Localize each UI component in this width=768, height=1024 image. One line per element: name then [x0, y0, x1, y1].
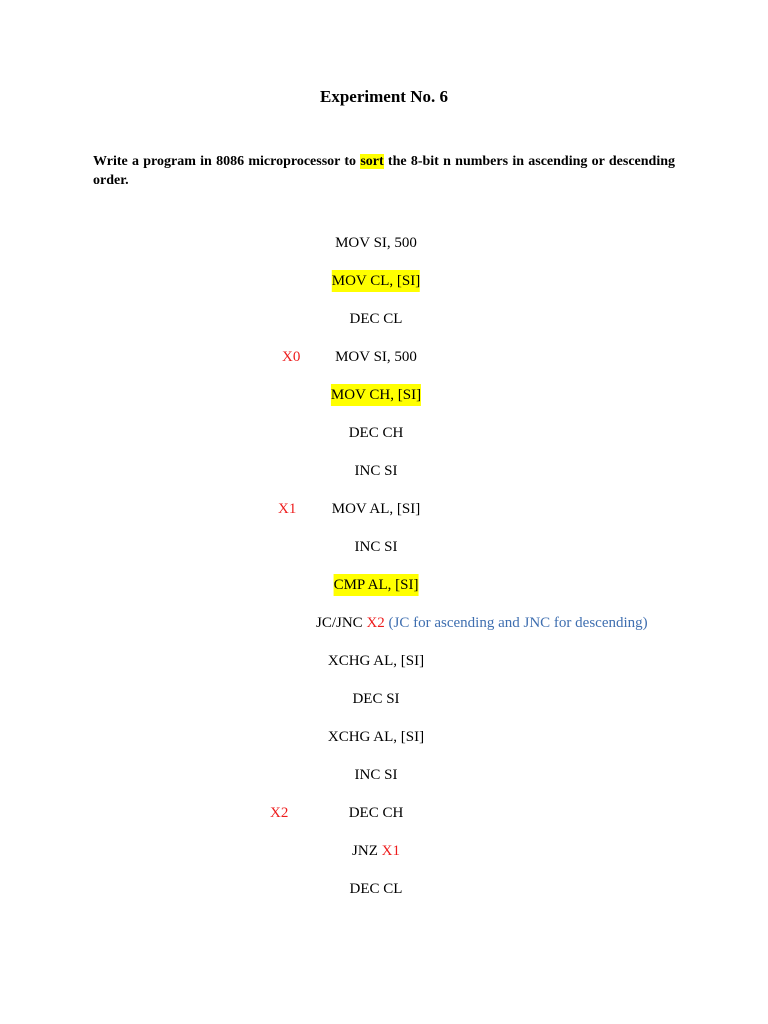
jump-target: X2	[366, 615, 385, 631]
loop-label: X2	[270, 805, 289, 821]
instruction-with-note	[316, 612, 648, 634]
instruction-with-target	[352, 840, 400, 862]
code-line	[0, 612, 768, 634]
problem-statement	[93, 152, 675, 190]
code-line	[0, 802, 768, 824]
instruction-highlighted: CMP AL, [SI]	[334, 574, 419, 596]
code-line	[0, 422, 768, 444]
instruction: INC SI	[354, 767, 398, 783]
instruction: DEC CH	[348, 425, 404, 441]
instruction-highlighted: MOV CL, [SI]	[332, 270, 420, 292]
instruction: DEC CH	[348, 805, 404, 821]
instruction: XCHG AL, [SI]	[327, 729, 425, 745]
code-line	[0, 726, 768, 748]
instruction: DEC CL	[349, 311, 403, 327]
instruction-text: JNZ	[352, 843, 382, 859]
instruction: INC SI	[354, 539, 398, 555]
statement-text-start: Write a program in 8086 microprocessor to	[93, 154, 361, 169]
code-line	[0, 764, 768, 786]
page-title: Experiment No. 6	[320, 87, 448, 106]
highlighted-word: sort	[360, 154, 384, 169]
statement-text-end: the 8-bit n numbers in ascending or descending order.	[93, 154, 675, 188]
code-line	[0, 498, 768, 520]
instruction-highlighted: MOV CH, [SI]	[331, 384, 421, 406]
code-line	[0, 536, 768, 558]
instruction: MOV SI, 500	[335, 349, 417, 365]
code-line	[0, 308, 768, 330]
code-line	[0, 460, 768, 482]
instruction: MOV SI, 500	[335, 235, 417, 251]
code-line	[0, 346, 768, 368]
code-line	[0, 270, 768, 292]
code-line	[0, 384, 768, 406]
code-line	[0, 878, 768, 900]
instruction: XCHG AL, [SI]	[327, 653, 425, 669]
instruction-comment: (JC for ascending and JNC for descending)	[384, 615, 648, 631]
instruction: MOV AL, [SI]	[331, 501, 421, 517]
instruction-text: JC/JNC	[316, 615, 367, 631]
code-line	[0, 650, 768, 672]
code-line	[0, 232, 768, 254]
code-line	[0, 688, 768, 710]
loop-label: X1	[278, 501, 297, 517]
code-line	[0, 840, 768, 862]
instruction: DEC CL	[349, 881, 403, 897]
instruction: DEC SI	[352, 691, 400, 707]
instruction: INC SI	[354, 463, 398, 479]
code-line	[0, 574, 768, 596]
jump-target: X1	[381, 843, 400, 859]
loop-label: X0	[282, 349, 301, 365]
